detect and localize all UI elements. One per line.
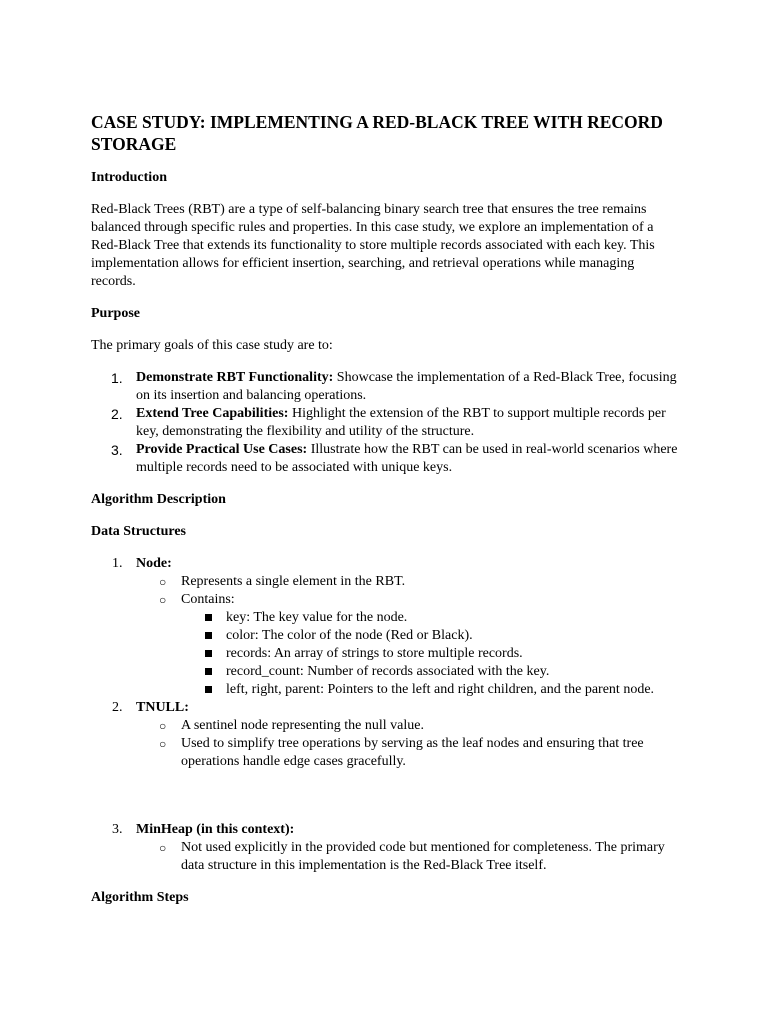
spacer — [136, 771, 681, 821]
ds-number: 3. — [112, 822, 123, 837]
list-item — [136, 591, 681, 699]
field-text: records: An array of strings to store multiple records. — [226, 646, 523, 661]
field-item — [181, 609, 681, 627]
ds-number: 2. — [112, 700, 123, 715]
purpose-heading: Purpose — [91, 306, 140, 321]
goal-title: Provide Practical Use Cases: — [136, 442, 308, 457]
ds-label: Node: — [136, 556, 172, 571]
list-item-text: Represents a single element in the RBT. — [181, 574, 406, 589]
field-text: color: The color of the node (Red or Black). — [226, 628, 473, 643]
ds-item-tnull — [91, 699, 681, 821]
purpose-lead: The primary goals of this case study are to: — [91, 338, 333, 353]
circle-bullet-icon: ○ — [159, 719, 167, 733]
field-item — [181, 681, 681, 699]
ds-label: MinHeap (in this context): — [136, 822, 295, 837]
field-text: left, right, parent: Pointers to the left and right children, and the parent node. — [226, 682, 655, 697]
tnull-sublist — [136, 717, 681, 771]
circle-bullet-icon: ○ — [159, 841, 167, 855]
square-bullet-icon — [205, 668, 212, 675]
ds-number: 1. — [112, 556, 123, 571]
goal-item — [91, 369, 681, 405]
circle-bullet-icon: ○ — [159, 593, 167, 607]
field-text: record_count: Number of records associated with the key. — [226, 664, 550, 679]
list-item-text: Used to simplify tree operations by serving as the leaf nodes and ensuring that tree operations handle edge cases gracefully. — [181, 736, 644, 769]
list-item-text: A sentinel node representing the null value. — [181, 718, 424, 733]
goal-text: Showcase the implementation of a Red-Black Tree, focusing on its insertion and balancing operations. — [136, 370, 677, 403]
algorithm-description-heading: Algorithm Description — [91, 492, 226, 507]
list-item-text: Contains: — [181, 592, 235, 607]
goal-item — [91, 441, 681, 477]
document-page — [91, 111, 681, 921]
square-bullet-icon — [205, 614, 212, 621]
data-structures-heading: Data Structures — [91, 524, 187, 539]
introduction-heading: Introduction — [91, 170, 167, 185]
goal-number: 1. — [111, 370, 123, 386]
algorithm-steps-heading: Algorithm Steps — [91, 890, 189, 905]
square-bullet-icon — [205, 686, 212, 693]
goal-number: 3. — [111, 442, 123, 458]
circle-bullet-icon: ○ — [159, 575, 167, 589]
field-item — [181, 645, 681, 663]
list-item — [136, 573, 681, 591]
node-sublist — [136, 573, 681, 699]
circle-bullet-icon: ○ — [159, 737, 167, 751]
list-item — [136, 735, 681, 771]
field-text: key: The key value for the node. — [226, 610, 408, 625]
square-bullet-icon — [205, 632, 212, 639]
ds-item-minheap — [91, 821, 681, 875]
goal-item — [91, 405, 681, 441]
data-structures-list — [91, 555, 681, 875]
list-item — [136, 717, 681, 735]
document-title: CASE STUDY: IMPLEMENTING A RED-BLACK TREE WITH RECORD STORAGE — [91, 112, 663, 154]
minheap-sublist — [136, 839, 681, 875]
goal-number: 2. — [111, 406, 123, 422]
node-fields-list — [181, 609, 681, 699]
list-item-text: Not used explicitly in the provided code but mentioned for completeness. The primary data structure in this implementation is the Red-Black Tree itself. — [181, 840, 665, 873]
goal-title: Extend Tree Capabilities: — [136, 406, 289, 421]
introduction-paragraph: Red-Black Trees (RBT) are a type of self-balancing binary search tree that ensures the tree remains balanced through specific rules and properties. In this case study, we explore an implementation of a Red-Black Tree that extends its functionality to store multiple records associated with each key. This implementation allows for efficient insertion, searching, and retrieval operations while managing records. — [91, 202, 655, 289]
field-item — [181, 627, 681, 645]
goal-title: Demonstrate RBT Functionality: — [136, 370, 334, 385]
ds-item-node — [91, 555, 681, 699]
list-item — [136, 839, 681, 875]
goal-text: Highlight the extension of the RBT to support multiple records per key, demonstrating the flexibility and utility of the structure. — [136, 406, 666, 439]
square-bullet-icon — [205, 650, 212, 657]
ds-label: TNULL: — [136, 700, 189, 715]
goal-text: Illustrate how the RBT can be used in real-world scenarios where multiple records need to be associated with unique keys. — [136, 442, 678, 475]
goals-list — [91, 369, 681, 477]
field-item — [181, 663, 681, 681]
